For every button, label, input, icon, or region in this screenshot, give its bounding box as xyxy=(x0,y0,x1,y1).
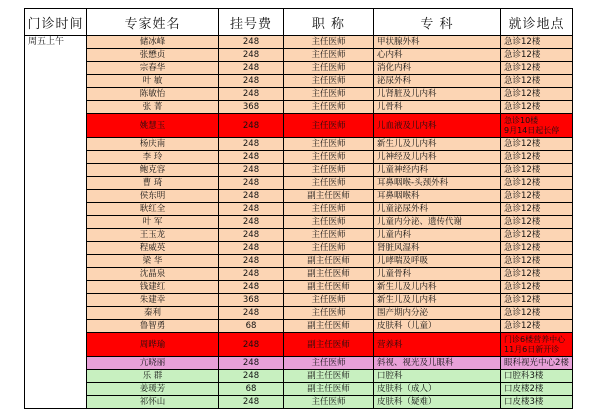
specialty-cell: 儿哮喘及呼吸 xyxy=(374,255,501,268)
table-row xyxy=(25,101,573,114)
location-line: 急诊12楼 xyxy=(504,230,541,240)
doctor-name: 杨庆南 xyxy=(87,138,219,151)
fee-cell: 248 xyxy=(219,62,284,75)
doctor-name: 叶 军 xyxy=(87,216,219,229)
location-line: 9月14日起长停 xyxy=(504,125,560,135)
location-cell xyxy=(501,62,573,75)
fee-cell: 248 xyxy=(219,357,284,370)
title-cell: 主任医师 xyxy=(284,36,374,49)
specialty-cell: 儿神经及儿内科 xyxy=(374,151,501,164)
specialty-cell: 耳鼻咽喉-头颈外科 xyxy=(374,177,501,190)
location-cell xyxy=(501,101,573,114)
header-title: 职 称 xyxy=(284,9,374,36)
title-cell: 主任医师 xyxy=(284,101,374,114)
table-row xyxy=(25,357,573,370)
location-line: 急诊12楼 xyxy=(504,243,541,253)
doctor-name: 张懋贞 xyxy=(87,49,219,62)
doctor-name: 周晔瑜 xyxy=(87,333,219,357)
header-time: 门诊时间 xyxy=(25,9,87,36)
specialty-cell: 泌尿外科 xyxy=(374,75,501,88)
location-line: 急诊12楼 xyxy=(504,89,541,99)
location-cell xyxy=(501,36,573,49)
location-cell xyxy=(501,88,573,101)
title-cell: 主任医师 xyxy=(284,151,374,164)
table-row xyxy=(25,88,573,101)
specialty-cell: 儿童骨科 xyxy=(374,268,501,281)
title-cell: 主任医师 xyxy=(284,307,374,320)
doctor-name: 宗春华 xyxy=(87,62,219,75)
location-line: 急诊12楼 xyxy=(504,50,541,60)
table-row xyxy=(25,177,573,190)
table-row xyxy=(25,62,573,75)
specialty-cell: 肾脏风湿科 xyxy=(374,242,501,255)
location-line: 急诊12楼 xyxy=(504,63,541,73)
title-cell: 副主任医师 xyxy=(284,268,374,281)
expert-schedule-table xyxy=(24,8,573,409)
table-row xyxy=(25,396,573,409)
location-line: 口皮楼2楼 xyxy=(504,384,544,394)
table-row xyxy=(25,190,573,203)
location-cell xyxy=(501,294,573,307)
location-line: 11月6日新开诊 xyxy=(504,344,560,354)
specialty-cell: 甲状腺外科 xyxy=(374,36,501,49)
fee-cell: 368 xyxy=(219,101,284,114)
fee-cell: 248 xyxy=(219,255,284,268)
location-cell xyxy=(501,75,573,88)
fee-cell: 368 xyxy=(219,294,284,307)
fee-cell: 248 xyxy=(219,151,284,164)
table-row xyxy=(25,114,573,138)
location-line: 急诊12楼 xyxy=(504,102,541,112)
doctor-name: 程威英 xyxy=(87,242,219,255)
session-time: 周五上午 xyxy=(25,36,87,409)
specialty-cell: 儿童神经内科 xyxy=(374,164,501,177)
title-cell: 主任医师 xyxy=(284,88,374,101)
specialty-cell: 儿童内科 xyxy=(374,229,501,242)
specialty-cell: 皮肤科（儿童） xyxy=(374,320,501,333)
table-row xyxy=(25,333,573,357)
title-cell: 主任医师 xyxy=(284,164,374,177)
specialty-cell: 消化内科 xyxy=(374,62,501,75)
title-cell: 主任医师 xyxy=(284,357,374,370)
location-line: 急诊12楼 xyxy=(504,152,541,162)
specialty-cell: 新生儿及儿内科 xyxy=(374,281,501,294)
specialty-cell: 斜视、视光及儿眼科 xyxy=(374,357,501,370)
specialty-cell: 儿童泌尿外科 xyxy=(374,203,501,216)
table-row xyxy=(25,383,573,396)
table-row xyxy=(25,75,573,88)
specialty-cell: 儿血液及儿内科 xyxy=(374,114,501,138)
location-cell xyxy=(501,333,573,357)
specialty-cell: 儿骨科 xyxy=(374,101,501,114)
location-line: 急诊12楼 xyxy=(504,321,541,331)
location-cell xyxy=(501,216,573,229)
fee-cell: 248 xyxy=(219,88,284,101)
header-name: 专家姓名 xyxy=(87,9,219,36)
title-cell: 主任医师 xyxy=(284,294,374,307)
header-fee: 挂号费 xyxy=(219,9,284,36)
table-row xyxy=(25,242,573,255)
doctor-name: 陈敏怡 xyxy=(87,88,219,101)
location-cell xyxy=(501,370,573,383)
location-line: 急诊12楼 xyxy=(504,282,541,292)
specialty-cell: 儿肾脏及儿内科 xyxy=(374,88,501,101)
fee-cell: 248 xyxy=(219,75,284,88)
specialty-cell: 新生儿及儿内科 xyxy=(374,294,501,307)
specialty-cell: 新生儿及儿内科 xyxy=(374,138,501,151)
doctor-name: 侯东明 xyxy=(87,190,219,203)
table-row xyxy=(25,281,573,294)
title-cell: 副主任医师 xyxy=(284,190,374,203)
title-cell: 副主任医师 xyxy=(284,333,374,357)
location-line: 门诊6楼营养中心 xyxy=(504,334,566,344)
table-row xyxy=(25,229,573,242)
title-cell: 主任医师 xyxy=(284,138,374,151)
location-cell xyxy=(501,203,573,216)
fee-cell: 68 xyxy=(219,383,284,396)
table-row xyxy=(25,36,573,49)
doctor-name: 祁怀山 xyxy=(87,396,219,409)
table-row xyxy=(25,151,573,164)
title-cell: 主任医师 xyxy=(284,229,374,242)
location-cell xyxy=(501,396,573,409)
doctor-name: 乐 群 xyxy=(87,370,219,383)
title-cell: 副主任医师 xyxy=(284,255,374,268)
table-row xyxy=(25,138,573,151)
table-row xyxy=(25,49,573,62)
specialty-cell: 皮肤科（成人） xyxy=(374,383,501,396)
fee-cell: 248 xyxy=(219,164,284,177)
specialty-cell: 耳鼻咽喉科 xyxy=(374,190,501,203)
fee-cell: 248 xyxy=(219,203,284,216)
location-line: 急诊12楼 xyxy=(504,295,541,305)
fee-cell: 248 xyxy=(219,114,284,138)
fee-cell: 248 xyxy=(219,49,284,62)
doctor-name: 梁 华 xyxy=(87,255,219,268)
specialty-cell: 皮肤科（疑难） xyxy=(374,396,501,409)
fee-cell: 248 xyxy=(219,190,284,203)
table-row xyxy=(25,164,573,177)
location-line: 急诊12楼 xyxy=(504,308,541,318)
location-line: 急诊12楼 xyxy=(504,76,541,86)
title-cell: 主任医师 xyxy=(284,216,374,229)
title-cell: 副主任医师 xyxy=(284,320,374,333)
fee-cell: 68 xyxy=(219,320,284,333)
table-row xyxy=(25,203,573,216)
location-cell xyxy=(501,255,573,268)
doctor-name: 张 菁 xyxy=(87,101,219,114)
table-row xyxy=(25,268,573,281)
doctor-name: 朱建幸 xyxy=(87,294,219,307)
fee-cell: 248 xyxy=(219,396,284,409)
table-row xyxy=(25,294,573,307)
fee-cell: 248 xyxy=(219,242,284,255)
doctor-name: 储冰峰 xyxy=(87,36,219,49)
doctor-name: 王玉龙 xyxy=(87,229,219,242)
doctor-name: 鲁智勇 xyxy=(87,320,219,333)
table-row xyxy=(25,216,573,229)
fee-cell: 248 xyxy=(219,370,284,383)
fee-cell: 248 xyxy=(219,281,284,294)
location-line: 急诊12楼 xyxy=(504,139,541,149)
location-line: 口腔科3楼 xyxy=(504,371,544,381)
location-line: 口皮楼3楼 xyxy=(504,397,544,407)
location-cell xyxy=(501,229,573,242)
location-line: 急诊12楼 xyxy=(504,37,541,47)
schedule-container xyxy=(24,8,573,409)
doctor-name: 钱建红 xyxy=(87,281,219,294)
location-cell xyxy=(501,164,573,177)
fee-cell: 248 xyxy=(219,268,284,281)
location-line: 急诊12楼 xyxy=(504,178,541,188)
fee-cell: 248 xyxy=(219,307,284,320)
table-row xyxy=(25,370,573,383)
fee-cell: 248 xyxy=(219,36,284,49)
location-line: 急诊12楼 xyxy=(504,217,541,227)
specialty-cell: 儿童内分泌、遗传代谢 xyxy=(374,216,501,229)
header-location: 就诊地点 xyxy=(501,9,573,36)
fee-cell: 248 xyxy=(219,177,284,190)
location-cell xyxy=(501,357,573,370)
specialty-cell: 围产期内分泌 xyxy=(374,307,501,320)
location-cell xyxy=(501,268,573,281)
title-cell: 副主任医师 xyxy=(284,383,374,396)
schedule-body xyxy=(25,36,573,409)
specialty-cell: 心内科 xyxy=(374,49,501,62)
location-line: 急诊12楼 xyxy=(504,165,541,175)
location-line: 急诊10楼 xyxy=(504,115,539,125)
location-cell xyxy=(501,281,573,294)
location-cell xyxy=(501,177,573,190)
fee-cell: 248 xyxy=(219,216,284,229)
doctor-name: 姚慧玉 xyxy=(87,114,219,138)
location-line: 急诊12楼 xyxy=(504,269,541,279)
title-cell: 主任医师 xyxy=(284,114,374,138)
table-row xyxy=(25,320,573,333)
specialty-cell: 口腔科 xyxy=(374,370,501,383)
location-line: 急诊12楼 xyxy=(504,204,541,214)
location-line: 急诊12楼 xyxy=(504,256,541,266)
location-cell xyxy=(501,242,573,255)
fee-cell: 248 xyxy=(219,333,284,357)
doctor-name: 秦利 xyxy=(87,307,219,320)
doctor-name: 亢晓丽 xyxy=(87,357,219,370)
table-row xyxy=(25,307,573,320)
title-cell: 主任医师 xyxy=(284,62,374,75)
table-row xyxy=(25,255,573,268)
fee-cell: 248 xyxy=(219,138,284,151)
title-cell: 副主任医师 xyxy=(284,370,374,383)
location-cell xyxy=(501,151,573,164)
doctor-name: 姜瑗芳 xyxy=(87,383,219,396)
location-line: 眼科视光中心2楼 xyxy=(504,358,569,368)
doctor-name: 沈晶泉 xyxy=(87,268,219,281)
location-cell xyxy=(501,307,573,320)
location-cell xyxy=(501,138,573,151)
title-cell: 主任医师 xyxy=(284,49,374,62)
fee-cell: 248 xyxy=(219,229,284,242)
title-cell: 主任医师 xyxy=(284,396,374,409)
title-cell: 副主任医师 xyxy=(284,281,374,294)
location-cell xyxy=(501,383,573,396)
doctor-name: 李 玲 xyxy=(87,151,219,164)
location-cell xyxy=(501,114,573,138)
header-specialty: 专 科 xyxy=(374,9,501,36)
doctor-name: 鲍克容 xyxy=(87,164,219,177)
location-cell xyxy=(501,49,573,62)
doctor-name: 曹 琦 xyxy=(87,177,219,190)
location-cell xyxy=(501,190,573,203)
title-cell: 主任医师 xyxy=(284,242,374,255)
specialty-cell: 营养科 xyxy=(374,333,501,357)
title-cell: 主任医师 xyxy=(284,75,374,88)
doctor-name: 叶 敏 xyxy=(87,75,219,88)
title-cell: 主任医师 xyxy=(284,177,374,190)
doctor-name: 耿红全 xyxy=(87,203,219,216)
header-row xyxy=(25,9,573,36)
location-line: 急诊12楼 xyxy=(504,191,541,201)
location-cell xyxy=(501,320,573,333)
title-cell: 主任医师 xyxy=(284,203,374,216)
